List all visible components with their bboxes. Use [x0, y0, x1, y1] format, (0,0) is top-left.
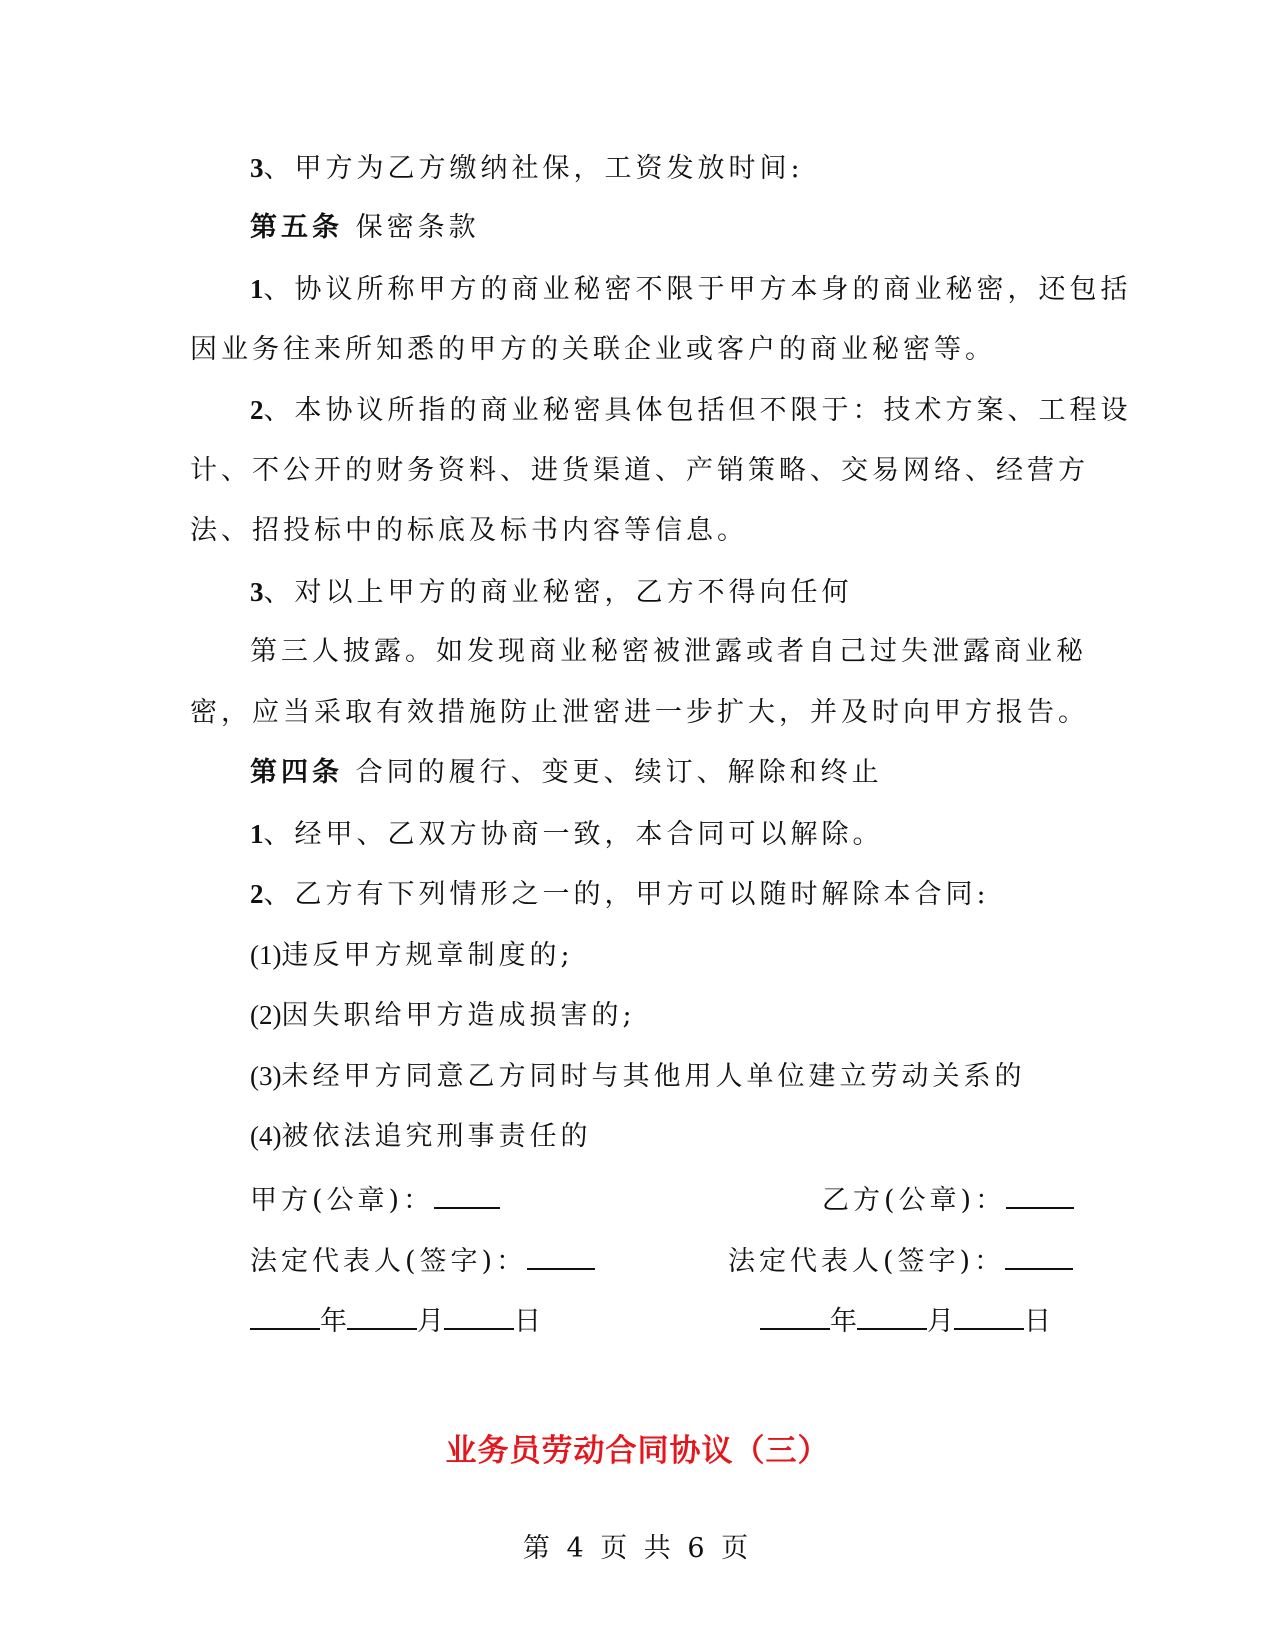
year-label: 年 [830, 1306, 857, 1337]
paragraph-text: 、对以上甲方的商业秘密，乙方不得向任何 [263, 577, 853, 608]
party-a-seal-label: 甲方(公章)： [250, 1185, 435, 1216]
paragraph-text: 密，应当采取有效措施防止泄密进一步扩大，并及时向甲方报告。 [190, 697, 1089, 728]
year-blank [760, 1300, 830, 1330]
day-blank [954, 1300, 1024, 1330]
paragraph-item-3-non-disclosure [250, 574, 853, 611]
paragraph-continuation [190, 332, 996, 368]
party-b-date [760, 1300, 1051, 1340]
case-number: (4) [250, 1121, 282, 1151]
termination-case-2 [250, 997, 636, 1034]
article-title: 合同的履行、变更、续订、解除和终止 [355, 757, 883, 788]
paragraph-text: 、甲方为乙方缴纳社保，工资发放时间: [263, 153, 804, 184]
paragraph-continuation [190, 453, 1089, 489]
paragraph-item-3-social-insurance [250, 150, 804, 187]
case-number: (1) [250, 940, 282, 970]
article-title: 保密条款 [355, 212, 480, 243]
month-label: 月 [927, 1306, 954, 1337]
case-text: 因失职给甲方造成损害的; [281, 1000, 636, 1031]
year-blank [250, 1300, 320, 1330]
paragraph-item-1-trade-secrets [250, 271, 1132, 308]
party-b-representative-label: 法定代表人(签字)： [728, 1246, 1006, 1277]
paragraph-text: 法、招投标中的标底及标书内容等信息。 [190, 515, 748, 546]
paragraph-continuation [250, 634, 1087, 670]
paragraph-continuation [190, 695, 1089, 731]
article-five-heading [250, 210, 480, 246]
termination-case-3 [250, 1058, 1025, 1095]
paragraph-text: 、本协议所指的商业秘密具体包括但不限于：技术方案、工程设 [263, 395, 1132, 426]
paragraph-number: 1 [250, 819, 264, 849]
paragraph-item-2-termination-cases [250, 876, 990, 913]
party-b-seal [822, 1179, 1074, 1219]
paragraph-number: 3 [250, 153, 264, 183]
case-number: (2) [250, 1000, 282, 1030]
paragraph-continuation [190, 513, 748, 549]
paragraph-number: 3 [250, 577, 264, 607]
paragraph-text: 、乙方有下列情形之一的，甲方可以随时解除本合同: [263, 879, 990, 910]
paragraph-text: 、协议所称甲方的商业秘密不限于甲方本身的商业秘密，还包括 [263, 274, 1132, 305]
paragraph-number: 2 [250, 395, 264, 425]
party-b-representative [728, 1240, 1073, 1280]
month-blank [857, 1300, 927, 1330]
paragraph-text: 因业务往来所知悉的甲方的关联企业或客户的商业秘密等。 [190, 334, 996, 365]
day-blank [444, 1300, 514, 1330]
paragraph-text: 第三人披露。如发现商业秘密被泄露或者自己过失泄露商业秘 [250, 636, 1087, 667]
section-heading: 业务员劳动合同协议（三） [445, 1433, 830, 1469]
article-four-heading [250, 755, 883, 791]
paragraph-number: 1 [250, 274, 264, 304]
paragraph-number: 2 [250, 879, 264, 909]
party-b-seal-blank [1006, 1179, 1074, 1209]
party-a-seal-blank [434, 1179, 500, 1209]
party-b-seal-label: 乙方(公章)： [822, 1185, 1007, 1216]
case-text: 未经甲方同意乙方同时与其他用人单位建立劳动关系的 [281, 1061, 1026, 1092]
article-label: 第五条 [250, 212, 343, 243]
case-text: 被依法追究刑事责任的 [281, 1121, 592, 1152]
termination-case-4 [250, 1118, 591, 1155]
termination-case-1 [250, 937, 574, 974]
party-a-date [250, 1300, 541, 1340]
paragraph-item-1-mutual-termination [250, 816, 884, 853]
party-b-representative-blank [1005, 1240, 1073, 1270]
paragraph-item-2-secret-scope [250, 392, 1132, 429]
month-label: 月 [417, 1306, 444, 1337]
party-a-representative-label: 法定代表人(签字)： [250, 1246, 528, 1277]
party-a-representative-blank [527, 1240, 595, 1270]
party-a-representative [250, 1240, 595, 1280]
case-number: (3) [250, 1061, 282, 1091]
paragraph-text: 、经甲、乙双方协商一致，本合同可以解除。 [263, 819, 884, 850]
year-label: 年 [320, 1306, 347, 1337]
page-footer: 第 4 页 共 6 页 [522, 1533, 753, 1564]
paragraph-text: 计、不公开的财务资料、进货渠道、产销策略、交易网络、经营方 [190, 455, 1089, 486]
case-text: 违反甲方规章制度的; [281, 940, 574, 971]
day-label: 日 [514, 1306, 541, 1337]
article-label: 第四条 [250, 757, 343, 788]
party-a-seal [250, 1179, 500, 1219]
month-blank [347, 1300, 417, 1330]
day-label: 日 [1024, 1306, 1051, 1337]
